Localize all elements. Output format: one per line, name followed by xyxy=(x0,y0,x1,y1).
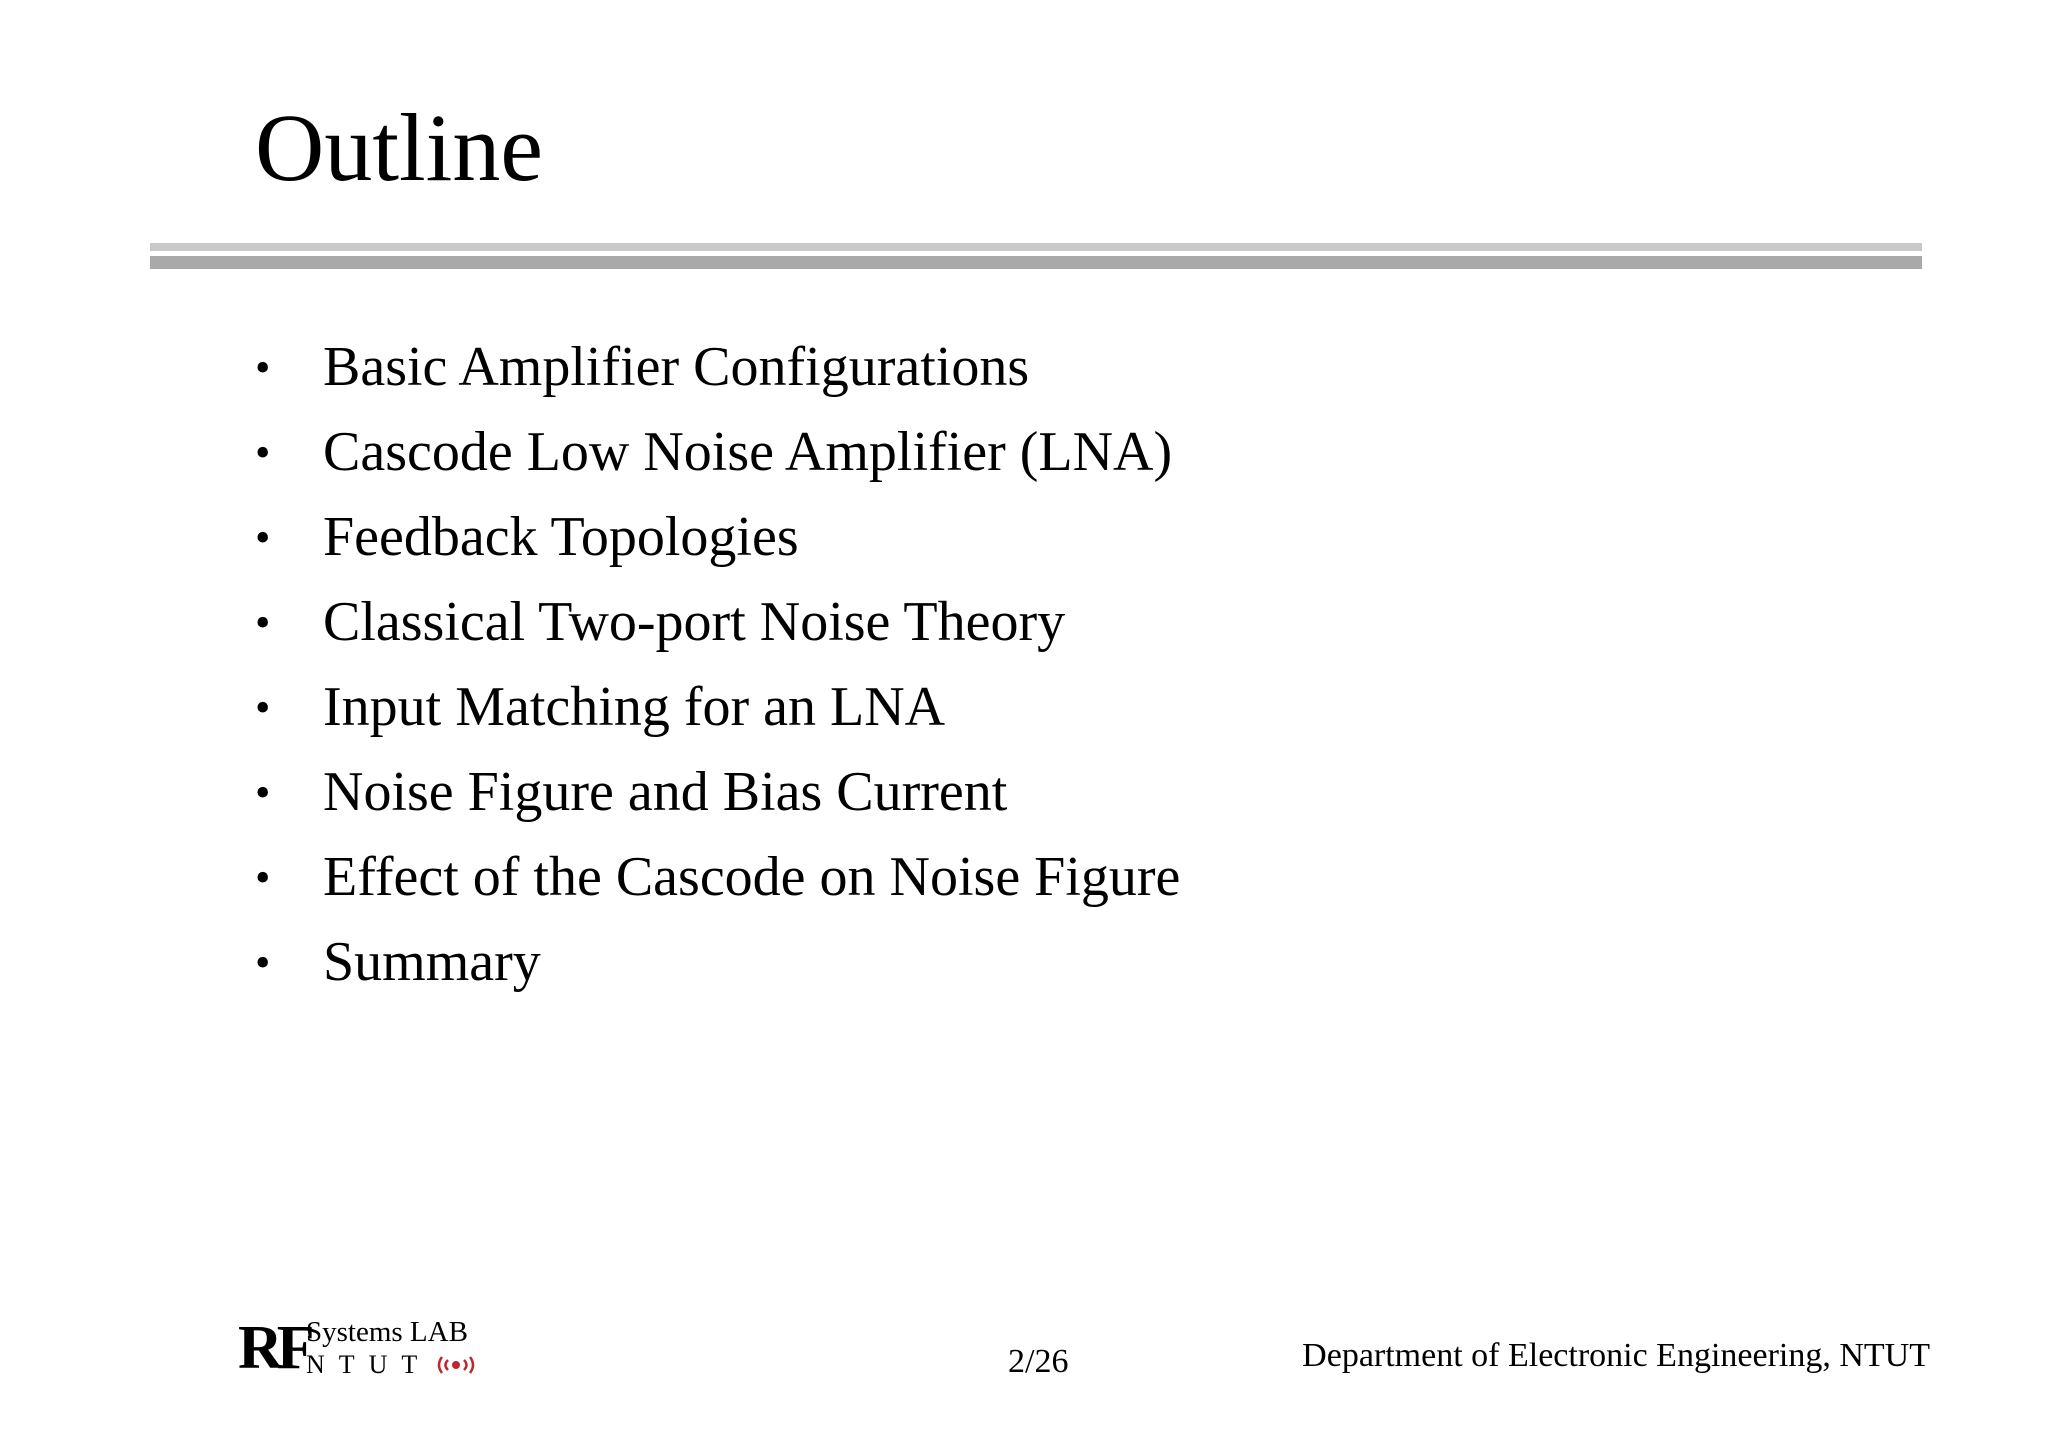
list-item-text: Noise Figure and Bias Current xyxy=(323,761,1008,823)
list-item-text: Input Matching for an LNA xyxy=(323,676,946,738)
bullet-icon: • xyxy=(255,768,271,817)
bullet-icon: • xyxy=(255,938,271,987)
bullet-icon: • xyxy=(255,513,271,562)
logo-ntut-text: NTUT xyxy=(306,1350,432,1379)
list-item-text: Classical Two-port Noise Theory xyxy=(323,591,1066,653)
radio-signal-icon xyxy=(432,1353,480,1377)
list-item-text: Summary xyxy=(323,931,541,993)
bullet-icon: • xyxy=(255,853,271,902)
list-item-text: Effect of the Cascode on Noise Figure xyxy=(323,846,1181,908)
logo-rf-mark: RF xyxy=(238,1314,309,1382)
rf-systems-lab-logo xyxy=(238,1314,478,1385)
list-item-text: Cascode Low Noise Amplifier (LNA) xyxy=(323,421,1173,483)
department-name: Department of Electronic Engineering, NTUT xyxy=(1302,1337,1930,1374)
bullet-icon: • xyxy=(255,683,271,732)
logo-systems-lab-text: Systems LAB xyxy=(306,1316,468,1348)
title-divider-thin xyxy=(150,243,1922,251)
list-item-text: Basic Amplifier Configurations xyxy=(323,336,1030,398)
slide-title: Outline xyxy=(255,94,543,201)
bullet-icon: • xyxy=(255,598,271,647)
bullet-icon: • xyxy=(255,428,271,477)
page-number: 2/26 xyxy=(1008,1343,1069,1380)
bullet-icon: • xyxy=(255,343,271,392)
list-item-text: Feedback Topologies xyxy=(323,506,799,568)
title-divider-thick xyxy=(150,256,1922,269)
